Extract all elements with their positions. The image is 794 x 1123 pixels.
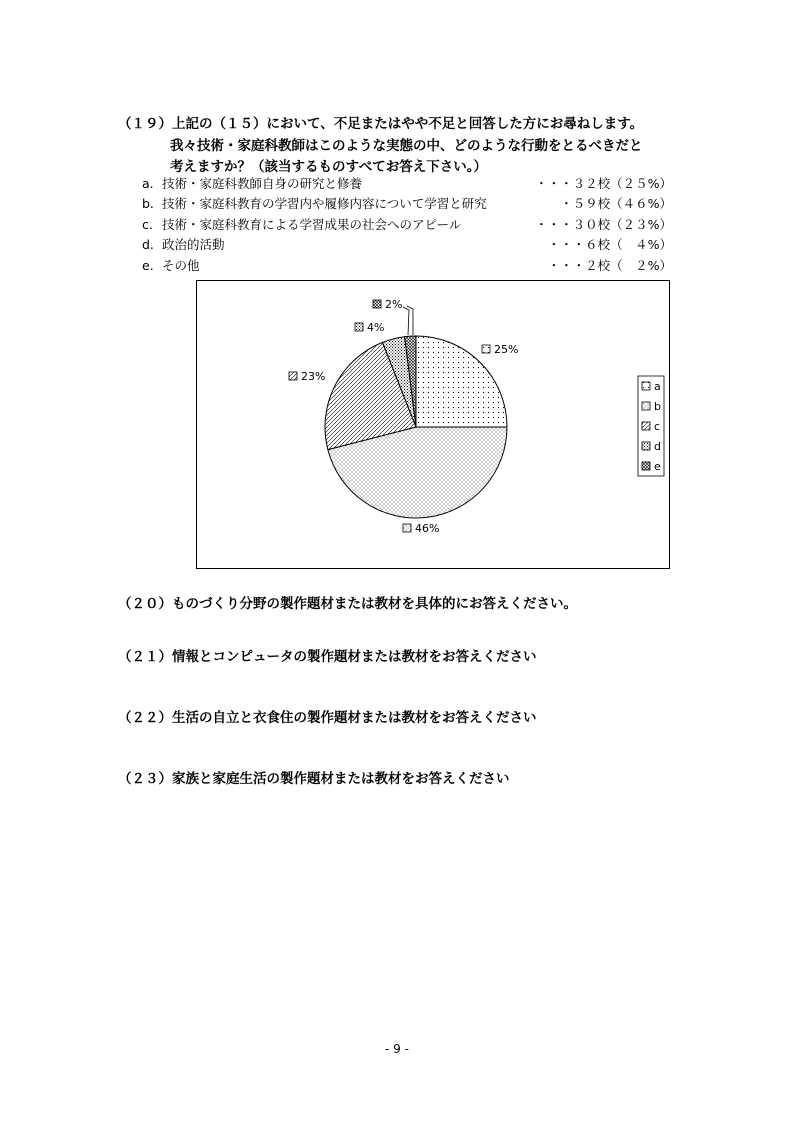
data-label-key-a	[482, 345, 490, 353]
q22-text: （２２）生活の自立と衣食住の製作題材または教材をお答えください	[118, 710, 537, 726]
q20-text: （２０）ものづくり分野の製作題材または教材を具体的にお答えください。	[118, 596, 577, 612]
option-b	[142, 194, 487, 212]
option-letter: b.	[142, 196, 154, 211]
option-text: 技術・家庭科教師自身の研究と修養	[162, 176, 363, 191]
q23-text: （２３）家族と家庭生活の製作題材または教材をお答えください	[118, 771, 510, 787]
option-text: 技術・家庭科教育による学習成果の社会へのアピール	[162, 217, 462, 232]
option-a	[142, 174, 362, 192]
page-number: - 9 -	[385, 1042, 409, 1056]
option-text: 技術・家庭科教育の学習内や履修内容について学習と研究	[162, 196, 487, 211]
q21-text: （２１）情報とコンピュータの製作題材または教材をお答えください	[118, 649, 537, 665]
option-letter: c.	[142, 217, 153, 232]
data-label-key-b	[403, 524, 411, 532]
data-label-key-e	[373, 300, 381, 308]
option-letter: d.	[142, 237, 154, 252]
option-count-e: ・・・２校（ ２%）	[547, 258, 672, 273]
leader-line-d	[403, 307, 409, 335]
option-e	[142, 256, 200, 274]
legend-label-b: b	[654, 400, 661, 413]
legend-label-e: e	[654, 460, 661, 473]
data-label-d: 4%	[367, 321, 385, 334]
data-label-e: 2%	[385, 298, 403, 311]
data-label-key-d	[355, 323, 363, 331]
option-count-c: ・・・３０校（２３%）	[535, 217, 672, 232]
option-c	[142, 215, 461, 233]
q19-line3: 考えますか？（該当するものすべてお答え下さい。）	[170, 159, 487, 175]
legend-label-a: a	[654, 380, 661, 393]
data-label-c: 23%	[301, 370, 326, 383]
option-count-d: ・・・６校（ ４%）	[547, 237, 672, 252]
data-label-a: 25%	[494, 343, 519, 356]
option-text: 政治的活動	[162, 237, 225, 252]
legend-label-d: d	[654, 440, 661, 453]
pie-chart	[196, 280, 670, 569]
option-count-a: ・・・３２校（２５%）	[535, 176, 672, 191]
legend-swatch-d	[642, 442, 650, 450]
option-count-b: ・５９校（４６%）	[560, 196, 672, 211]
pie-chart-svg	[197, 281, 669, 568]
legend-swatch-a	[642, 382, 650, 390]
option-letter: e.	[142, 258, 154, 273]
data-label-b: 46%	[415, 522, 440, 535]
legend-swatch-b	[642, 402, 650, 410]
q19-title: （１９）上記の（１５）において、不足またはやや不足と回答した方にお尋ねします。	[118, 116, 644, 132]
option-d	[142, 235, 225, 253]
legend-swatch-e	[642, 462, 650, 470]
option-letter: a.	[142, 176, 154, 191]
q19-line2: 我々技術・家庭科教師はこのような実態の中、どのような行動をとるべきだと	[170, 138, 643, 154]
legend-swatch-c	[642, 422, 650, 430]
option-text: その他	[162, 258, 200, 273]
legend-label-c: c	[654, 420, 661, 433]
data-label-key-c	[289, 372, 297, 380]
